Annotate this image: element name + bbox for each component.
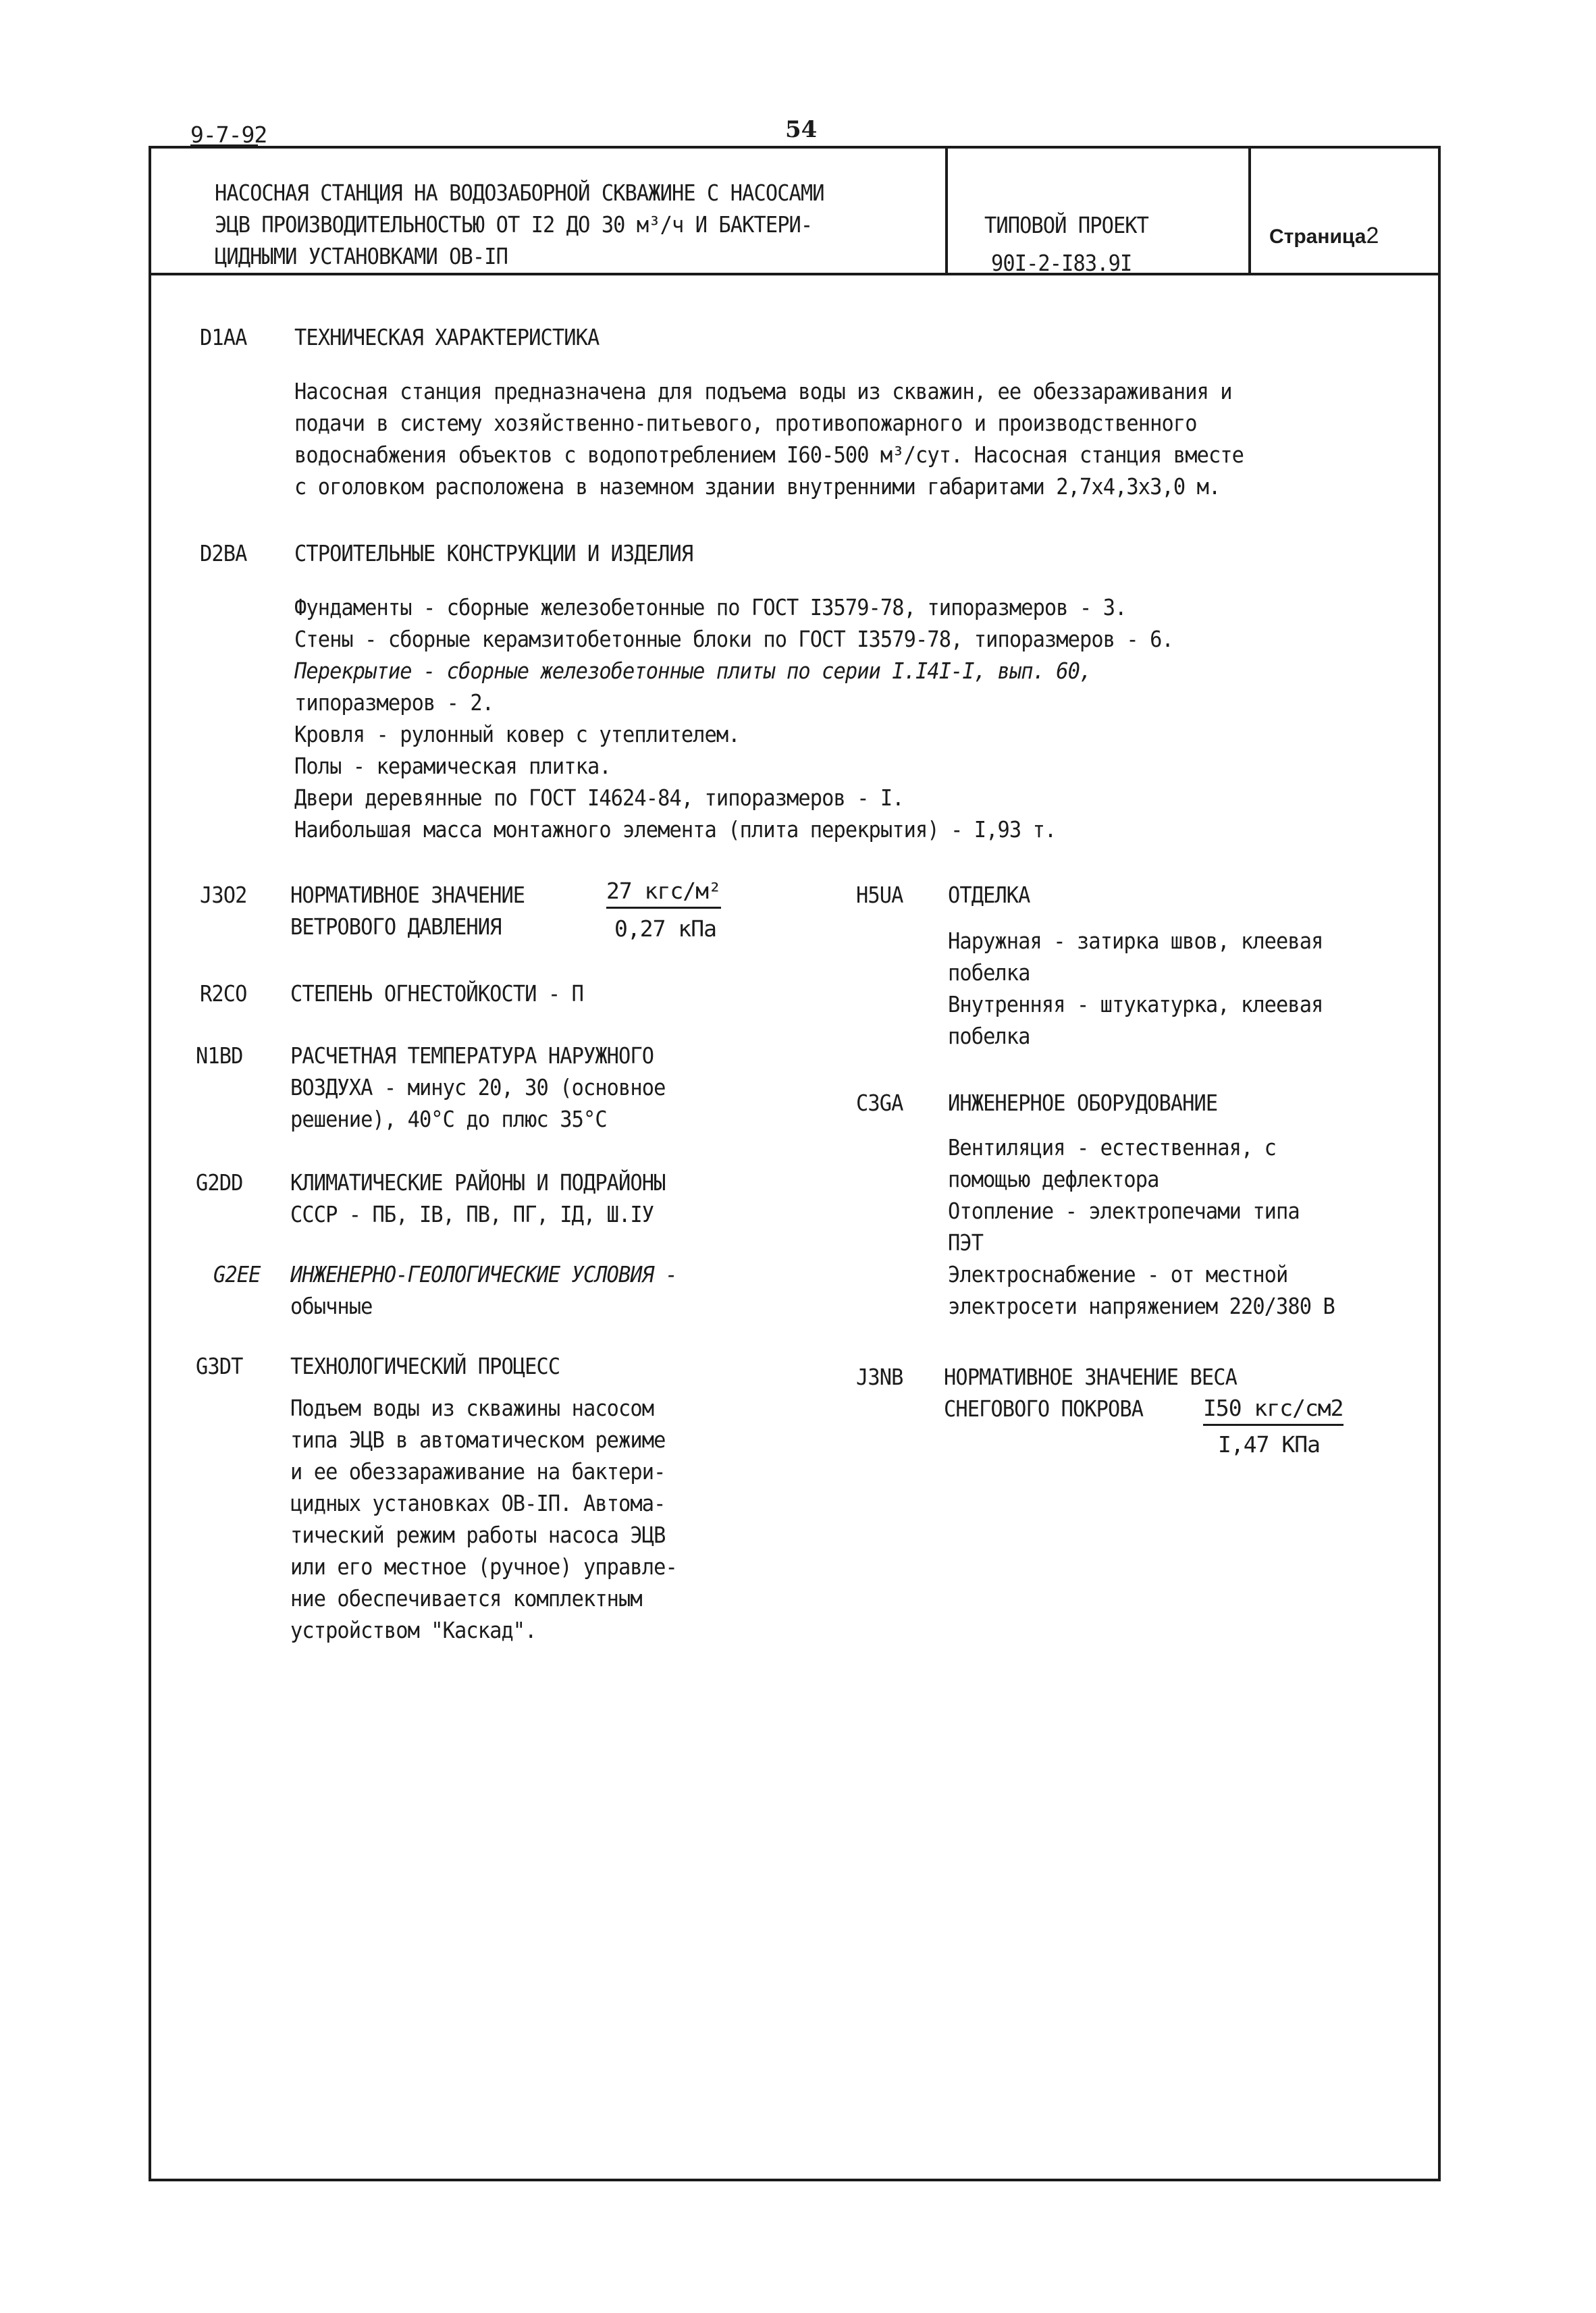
project-label: ТИПОВОЙ ПРОЕКТ xyxy=(984,212,1149,238)
body-line: обычные xyxy=(290,1293,373,1319)
body-line: и ее обеззараживание на бактери- xyxy=(290,1458,666,1485)
title-block-vline-1 xyxy=(945,149,948,273)
body-line: Фундаменты - сборные железобетонные по ГОСТ I3579-78, типоразмеров - 3. xyxy=(294,594,1127,620)
section-body-g2ee xyxy=(290,1258,711,1322)
page-number: 54 xyxy=(785,116,818,143)
section-code-g2ee: G2EE xyxy=(213,1261,261,1287)
section-code-g2dd: G2DD xyxy=(196,1169,243,1196)
snow-load-value-bottom: I,47 КПа xyxy=(1218,1431,1320,1458)
sheet-number: 2 xyxy=(1366,223,1379,248)
sheet-label-text: Страница xyxy=(1269,225,1366,248)
fire-resistance: СТЕПЕНЬ ОГНЕСТОЙКОСТИ - П xyxy=(290,980,583,1007)
body-line: Наружная - затирка швов, клеевая xyxy=(948,928,1323,954)
title-line: НАСОСНАЯ СТАНЦИЯ НА ВОДОЗАБОРНОЙ СКВАЖИНЕ С НАСОСАМИ xyxy=(215,180,824,206)
body-line: цидных установках ОВ-IП. Автома- xyxy=(290,1490,666,1516)
body-line: типа ЭЦВ в автоматическом режиме xyxy=(290,1427,666,1453)
body-line: побелка xyxy=(948,1023,1030,1049)
body-line: помощью дефлектора xyxy=(948,1166,1159,1192)
body-line: КЛИМАТИЧЕСКИЕ РАЙОНЫ И ПОДРАЙОНЫ xyxy=(290,1169,666,1196)
wind-load-label xyxy=(290,879,545,942)
body-line: побелка xyxy=(948,959,1030,986)
body-line: Насосная станция предназначена для подъема воды из скважин, ее обеззараживания и xyxy=(294,378,1232,404)
snow-load-kgs: I50 кгс/см2 xyxy=(1203,1392,1344,1426)
section-body-g2dd xyxy=(290,1167,698,1230)
title-line: ЭЦВ ПРОИЗВОДИТЕЛЬНОСТЬЮ ОТ I2 ДО 30 м³/ч И БАКТЕРИ- xyxy=(215,211,813,238)
title-line: ЦИДНЫМИ УСТАНОВКАМИ ОВ-IП xyxy=(215,243,508,269)
snow-load-value-top xyxy=(1203,1392,1344,1426)
section-code-c3ga: C3GA xyxy=(856,1090,903,1116)
title-block-vline-2 xyxy=(1248,149,1251,273)
section-code-d1aa: D1AA xyxy=(200,324,247,350)
body-line: ние обеспечивается комплектным xyxy=(290,1585,642,1612)
body-line: с оголовком расположена в наземном здании внутренними габаритами 2,7х4,3х3,0 м. xyxy=(294,473,1221,500)
section-heading-d1aa: ТЕХНИЧЕСКАЯ ХАРАКТЕРИСТИКА xyxy=(294,324,600,350)
section-code-j3nb: J3NB xyxy=(856,1364,903,1390)
section-heading-h5ua: ОТДЕЛКА xyxy=(948,882,1030,908)
sheet-label xyxy=(1269,223,1379,249)
body-line: НОРМАТИВНОЕ ЗНАЧЕНИЕ xyxy=(290,882,525,908)
body-line: тический режим работы насоса ЭЦВ xyxy=(290,1522,666,1548)
section-code-d2ba: D2BA xyxy=(200,540,247,566)
body-line: Кровля - рулонный ковер с утеплителем. xyxy=(294,721,740,747)
body-line: ВЕТРОВОГО ДАВЛЕНИЯ xyxy=(290,913,502,940)
body-line: электросети напряжением 220/380 В xyxy=(948,1293,1335,1319)
body-line: Наибольшая масса монтажного элемента (плита перекрытия) - I,93 т. xyxy=(294,816,1057,843)
body-line: СССР - ПБ, IВ, ПВ, ПГ, IД, Ш.IУ xyxy=(290,1201,654,1227)
section-heading-c3ga: ИНЖЕНЕРНОЕ ОБОРУДОВАНИЕ xyxy=(948,1090,1218,1116)
section-body-d2ba xyxy=(294,591,1250,845)
body-line: Отопление - электропечами типа xyxy=(948,1198,1300,1224)
body-line: Полы - керамическая плитка. xyxy=(294,753,611,779)
body-line: типоразмеров - 2. xyxy=(294,689,494,716)
section-body-h5ua xyxy=(948,925,1356,1052)
wind-load-value-bottom: 0,27 кПа xyxy=(614,915,716,942)
body-line: Подъем воды из скважины насосом xyxy=(290,1395,654,1421)
section-body-n1bd xyxy=(290,1040,698,1135)
title-block-divider xyxy=(151,273,1438,275)
body-line: НОРМАТИВНОЕ ЗНАЧЕНИЕ ВЕСА xyxy=(944,1364,1237,1390)
body-line: подачи в систему хозяйственно-питьевого, противопожарного и производственного xyxy=(294,410,1197,436)
title-block-title xyxy=(215,177,877,272)
body-line: СНЕГОВОГО ПОКРОВА xyxy=(944,1395,1144,1422)
body-line: решение), 40°С до плюс 35°С xyxy=(290,1106,607,1132)
section-body-d1aa xyxy=(294,375,1326,502)
project-number: 90I-2-I83.9I xyxy=(991,250,1132,276)
body-line: Вентиляция - естественная, с xyxy=(948,1134,1277,1161)
body-line: ИНЖЕНЕРНО-ГЕОЛОГИЧЕСКИЕ УСЛОВИЯ - xyxy=(290,1261,677,1287)
section-code-n1bd: N1BD xyxy=(196,1042,243,1069)
wind-load-kgs: 27 кгс/м² xyxy=(606,875,721,909)
body-line: водоснабжения объектов с водопотреблением I60-500 м³/сут. Насосная станция вместе xyxy=(294,442,1244,468)
body-line: Двери деревянные по ГОСТ I4624-84, типоразмеров - I. xyxy=(294,785,904,811)
section-heading-g3dt: ТЕХНОЛОГИЧЕСКИЙ ПРОЦЕСС xyxy=(290,1353,560,1379)
section-heading-d2ba: СТРОИТЕЛЬНЫЕ КОНСТРУКЦИИ И ИЗДЕЛИЯ xyxy=(294,540,693,566)
section-code-r2co: R2CO xyxy=(200,980,247,1007)
body-line: Внутренняя - штукатурка, клеевая xyxy=(948,991,1323,1017)
body-line: ВОЗДУХА - минус 20, 30 (основное xyxy=(290,1074,666,1100)
section-code-g3dt: G3DT xyxy=(196,1353,243,1379)
body-line: РАСЧЕТНАЯ ТЕМПЕРАТУРА НАРУЖНОГО xyxy=(290,1042,654,1069)
body-line: или его местное (ручное) управле- xyxy=(290,1553,677,1580)
body-line: Электроснабжение - от местной xyxy=(948,1261,1288,1287)
section-body-g3dt xyxy=(290,1392,711,1646)
body-line: Стены - сборные керамзитобетонные блоки по ГОСТ I3579-78, типоразмеров - 6. xyxy=(294,626,1173,652)
body-line: ПЭТ xyxy=(948,1229,984,1256)
section-body-c3ga xyxy=(948,1132,1368,1322)
wind-load-value-top xyxy=(606,875,721,909)
section-code-h5ua: H5UA xyxy=(856,882,903,908)
section-code-j3o2: J3O2 xyxy=(200,882,247,908)
document-code: 9-7-92 xyxy=(190,122,267,148)
body-line: устройством "Каскад". xyxy=(290,1617,537,1643)
body-line: Перекрытие - сборные железобетонные плиты по серии I.I4I-I, вып. 60, xyxy=(294,658,1092,684)
